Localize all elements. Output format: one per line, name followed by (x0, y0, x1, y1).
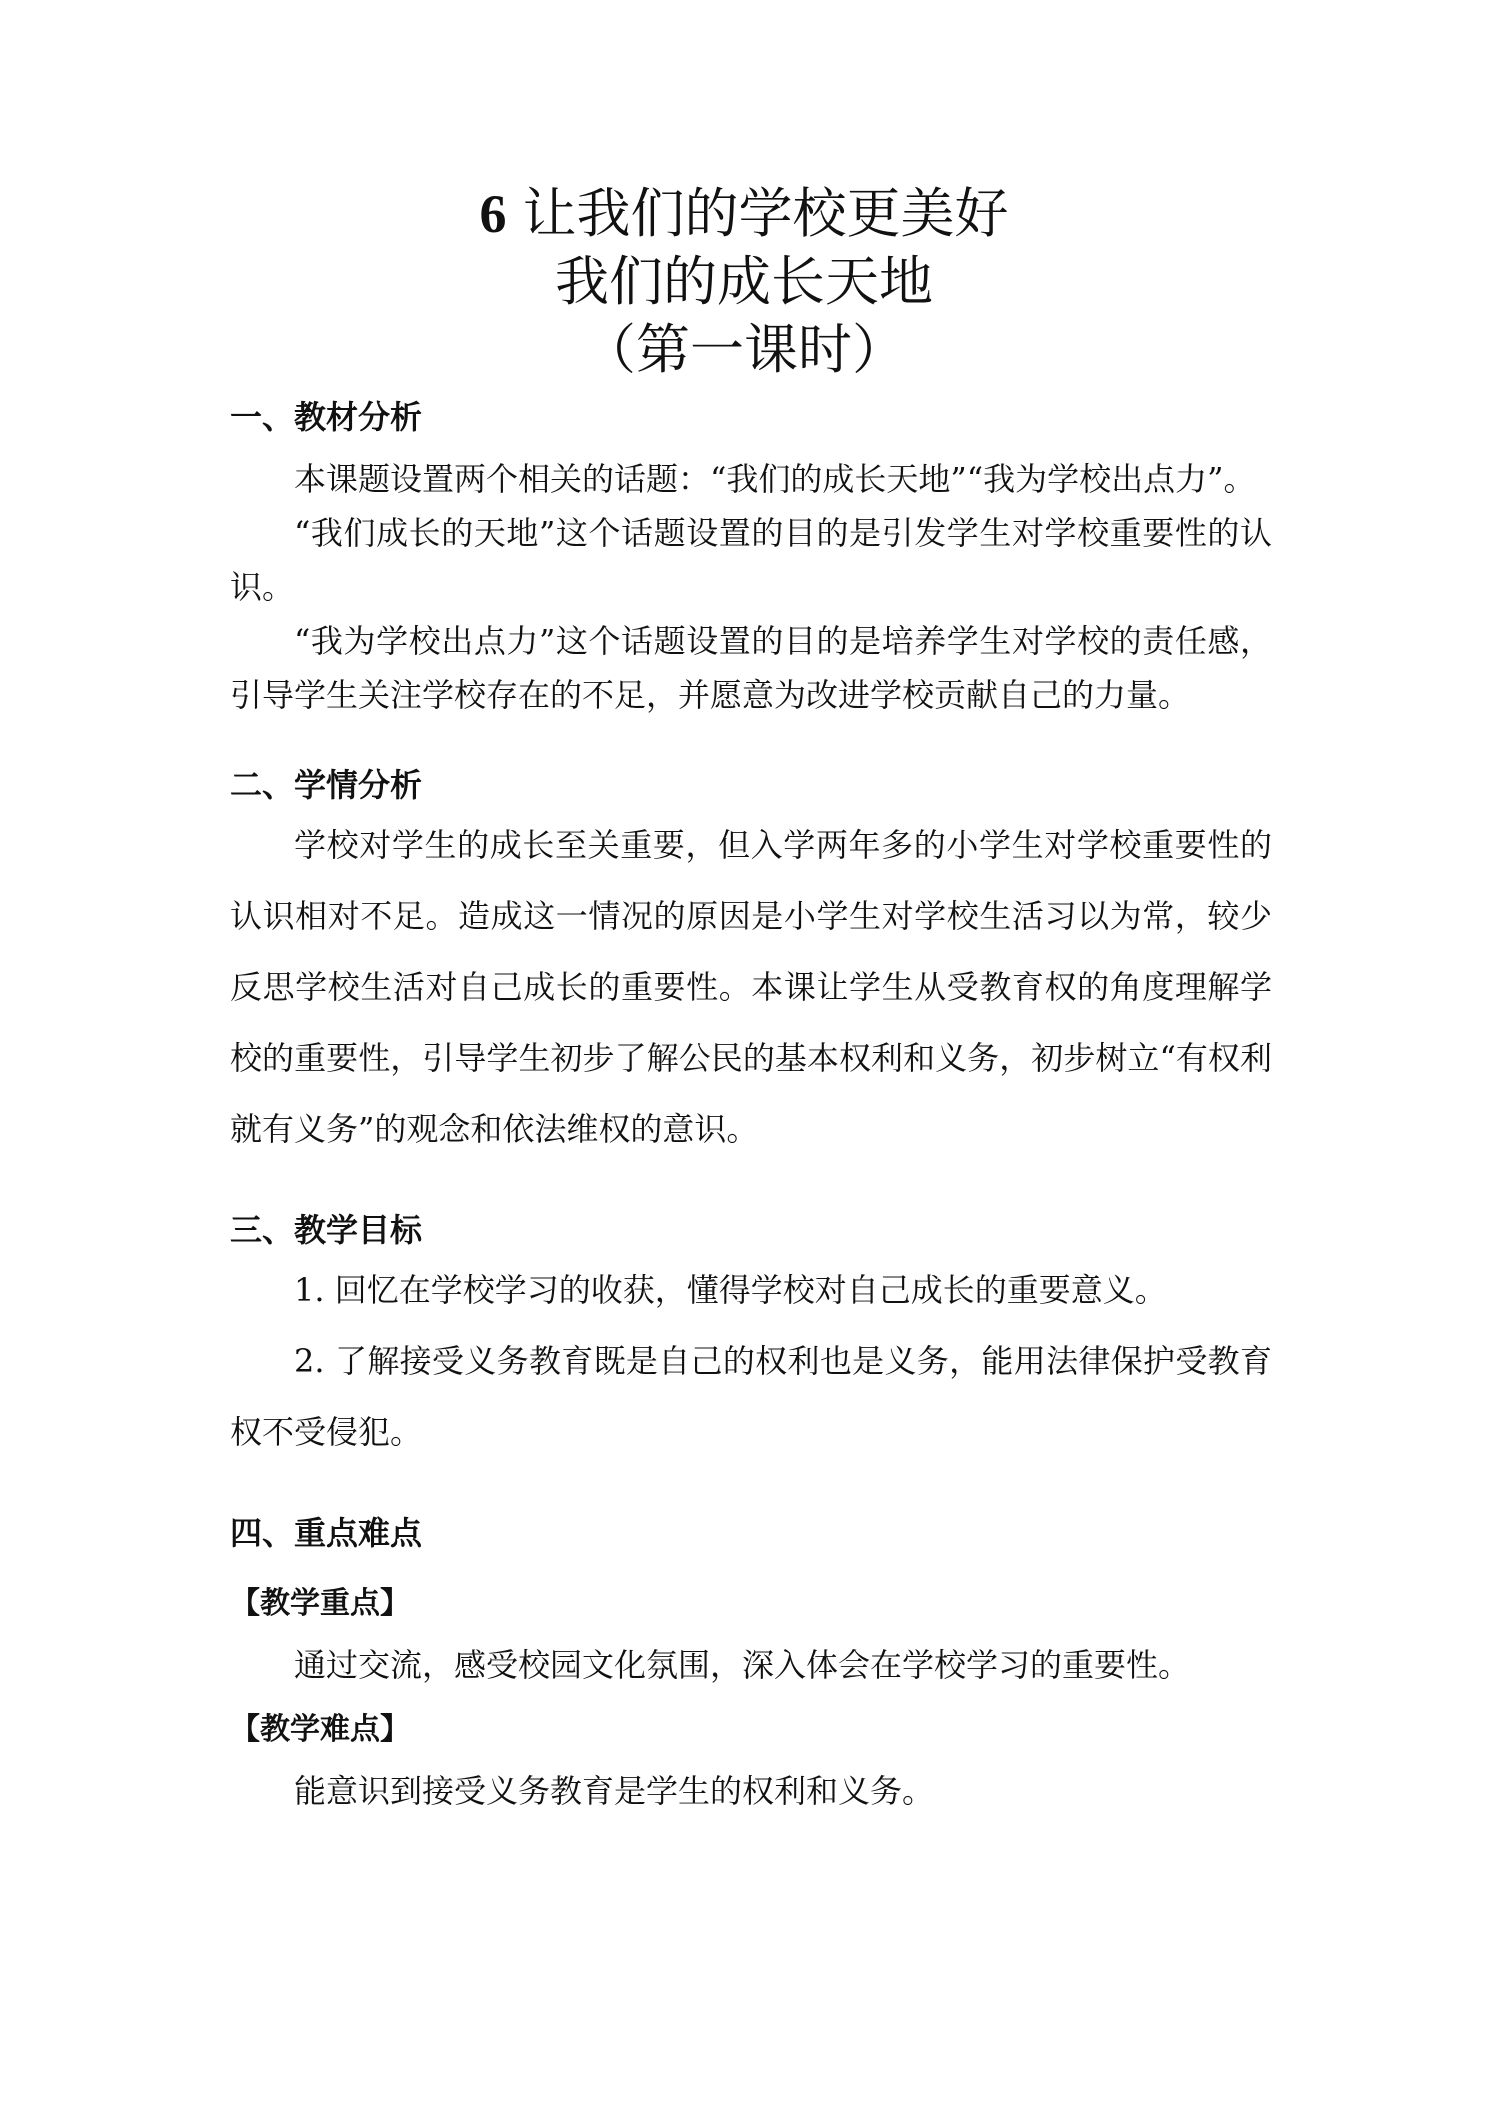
difficult-point-text: 能意识到接受义务教育是学生的权利和义务。 (294, 1772, 935, 1810)
section-heading-teaching-goals: 三、教学目标 (230, 1211, 423, 1249)
paragraph: 本课题设置两个相关的话题：“我们的成长天地”“我为学校出点力”。 (294, 460, 1256, 498)
period-title: （第一课时） (582, 318, 906, 381)
paragraph: “我们成长的天地”这个话题设置的目的是引发学生对学校重要性的认识。 (230, 514, 1272, 606)
paragraph: “我为学校出点力”这个话题设置的目的是培养学生对学校的责任感，引导学生关注学校存在的不足，并愿意为改进学校贡献自己的力量。 (230, 622, 1272, 714)
difficult-point-label: 【教学难点】 (230, 1712, 410, 1747)
lesson-number: 6 (479, 184, 507, 244)
lesson-title-text: 让我们的学校更美好 (522, 182, 1009, 245)
document-body (230, 392, 1272, 1822)
section-heading-student-analysis: 二、学情分析 (230, 766, 423, 804)
title-block (0, 180, 1488, 384)
topic-title: 我们的成长天地 (555, 250, 933, 313)
section-heading-key-difficult-points: 四、重点难点 (230, 1514, 423, 1552)
goal-item: 1. 回忆在学校学习的收获，懂得学校对自己成长的重要意义。 (294, 1271, 1167, 1309)
key-point-label: 【教学重点】 (230, 1586, 410, 1621)
section-heading-textbook-analysis: 一、教材分析 (230, 398, 423, 436)
lesson-title (0, 180, 1488, 248)
goal-item: 2. 了解接受义务教育既是自己的权利也是义务，能用法律保护受教育权不受侵犯。 (230, 1342, 1272, 1451)
key-point-text: 通过交流，感受校园文化氛围，深入体会在学校学习的重要性。 (294, 1646, 1191, 1684)
paragraph: 学校对学生的成长至关重要，但入学两年多的小学生对学校重要性的认识相对不足。造成这一情况的原因是小学生对学校生活习以为常，较少反思学校生活对自己成长的重要性。本课让学生从受教育权的角度理解学校的重要性，引导学生初步了解公民的基本权利和义务，初步树立“有权利就有义务”的观念和依法维权的意识。 (230, 826, 1272, 1148)
